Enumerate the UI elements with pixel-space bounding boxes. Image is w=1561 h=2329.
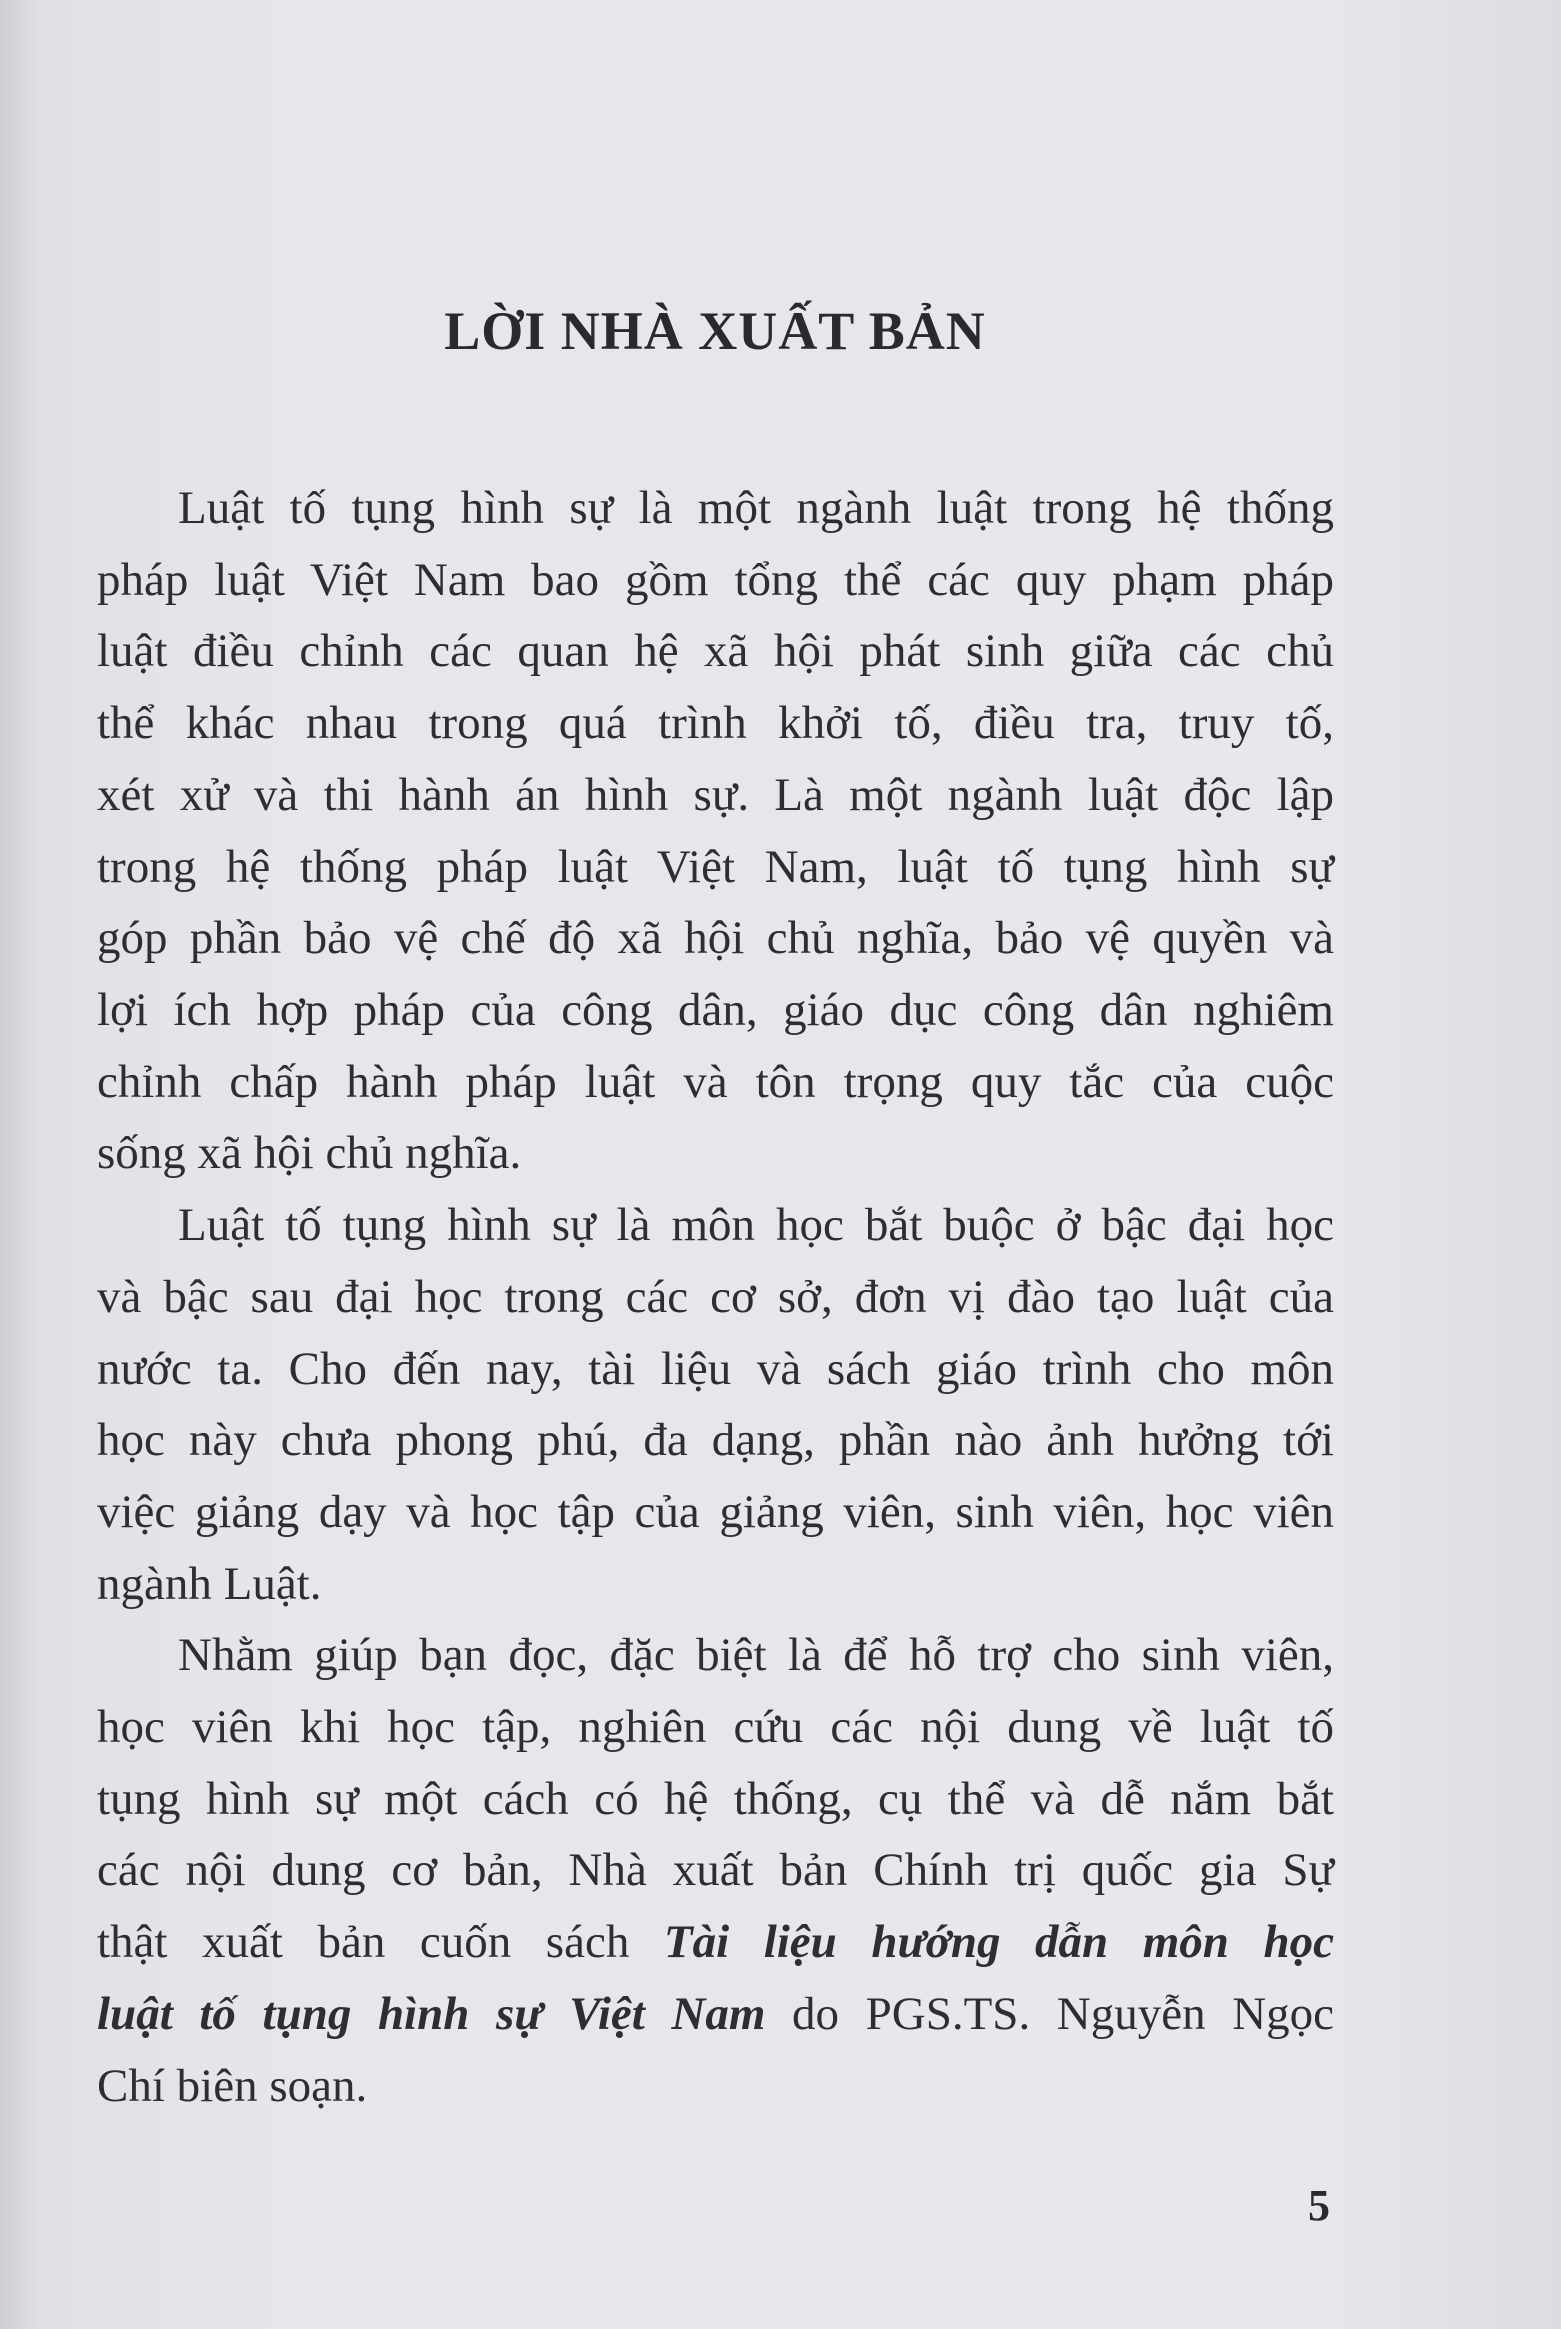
text-line: Luật tố tụng hình sự là môn học bắt buộc ở bậc đại học bbox=[178, 1199, 1334, 1251]
text-line: Nhằm giúp bạn đọc, đặc biệt là để hỗ trợ cho sinh viên, bbox=[178, 1629, 1334, 1681]
text-line: xét xử và thi hành án hình sự. Là một ngành luật độc lập bbox=[97, 769, 1334, 821]
book-title-emphasis: Tài liệu hướng dẫn môn học bbox=[663, 1916, 1334, 1968]
text-line: pháp luật Việt Nam bao gồm tổng thể các quy phạm pháp bbox=[97, 554, 1334, 606]
text-line: các nội dung cơ bản, Nhà xuất bản Chính trị quốc gia Sự bbox=[97, 1844, 1334, 1896]
text-line: ngành Luật. bbox=[97, 1558, 322, 1610]
text-line: góp phần bảo vệ chế độ xã hội chủ nghĩa, bảo vệ quyền và bbox=[97, 912, 1334, 964]
page-number: 5 bbox=[1308, 2181, 1330, 2230]
text-line: Luật tố tụng hình sự là một ngành luật trong hệ thống bbox=[178, 482, 1334, 534]
text-line: lợi ích hợp pháp của công dân, giáo dục công dân nghiêm bbox=[97, 984, 1334, 1036]
text-line: Chí biên soạn. bbox=[97, 2060, 368, 2112]
text-line: và bậc sau đại học trong các cơ sở, đơn vị đào tạo luật của bbox=[97, 1271, 1334, 1323]
text-line: chỉnh chấp hành pháp luật và tôn trọng quy tắc của cuộc bbox=[97, 1056, 1334, 1108]
book-title-emphasis: luật tố tụng hình sự Việt Nam bbox=[97, 1988, 766, 2040]
text-line: sống xã hội chủ nghĩa. bbox=[97, 1127, 522, 1179]
text-line: luật điều chỉnh các quan hệ xã hội phát sinh giữa các chủ bbox=[97, 625, 1334, 677]
text-line bbox=[97, 1984, 1334, 2044]
page-title: LỜI NHÀ XUẤT BẢN bbox=[444, 301, 986, 361]
text-run: do PGS.TS. Nguyễn Ngọc bbox=[765, 1988, 1334, 2040]
text-line: học này chưa phong phú, đa dạng, phần nào ảnh hưởng tới bbox=[97, 1414, 1334, 1466]
text-line: nước ta. Cho đến nay, tài liệu và sách giáo trình cho môn bbox=[97, 1343, 1334, 1395]
text-line bbox=[97, 1912, 1334, 1972]
text-line: tụng hình sự một cách có hệ thống, cụ thể và dễ nắm bắt bbox=[97, 1773, 1334, 1825]
text-line: thể khác nhau trong quá trình khởi tố, điều tra, truy tố, bbox=[97, 697, 1334, 749]
text-run: thật xuất bản cuốn sách bbox=[97, 1916, 664, 1968]
text-line: học viên khi học tập, nghiên cứu các nội dung về luật tố bbox=[97, 1701, 1334, 1753]
text-line: việc giảng dạy và học tập của giảng viên, sinh viên, học viên bbox=[97, 1486, 1334, 1538]
text-line: trong hệ thống pháp luật Việt Nam, luật tố tụng hình sự bbox=[97, 841, 1334, 893]
